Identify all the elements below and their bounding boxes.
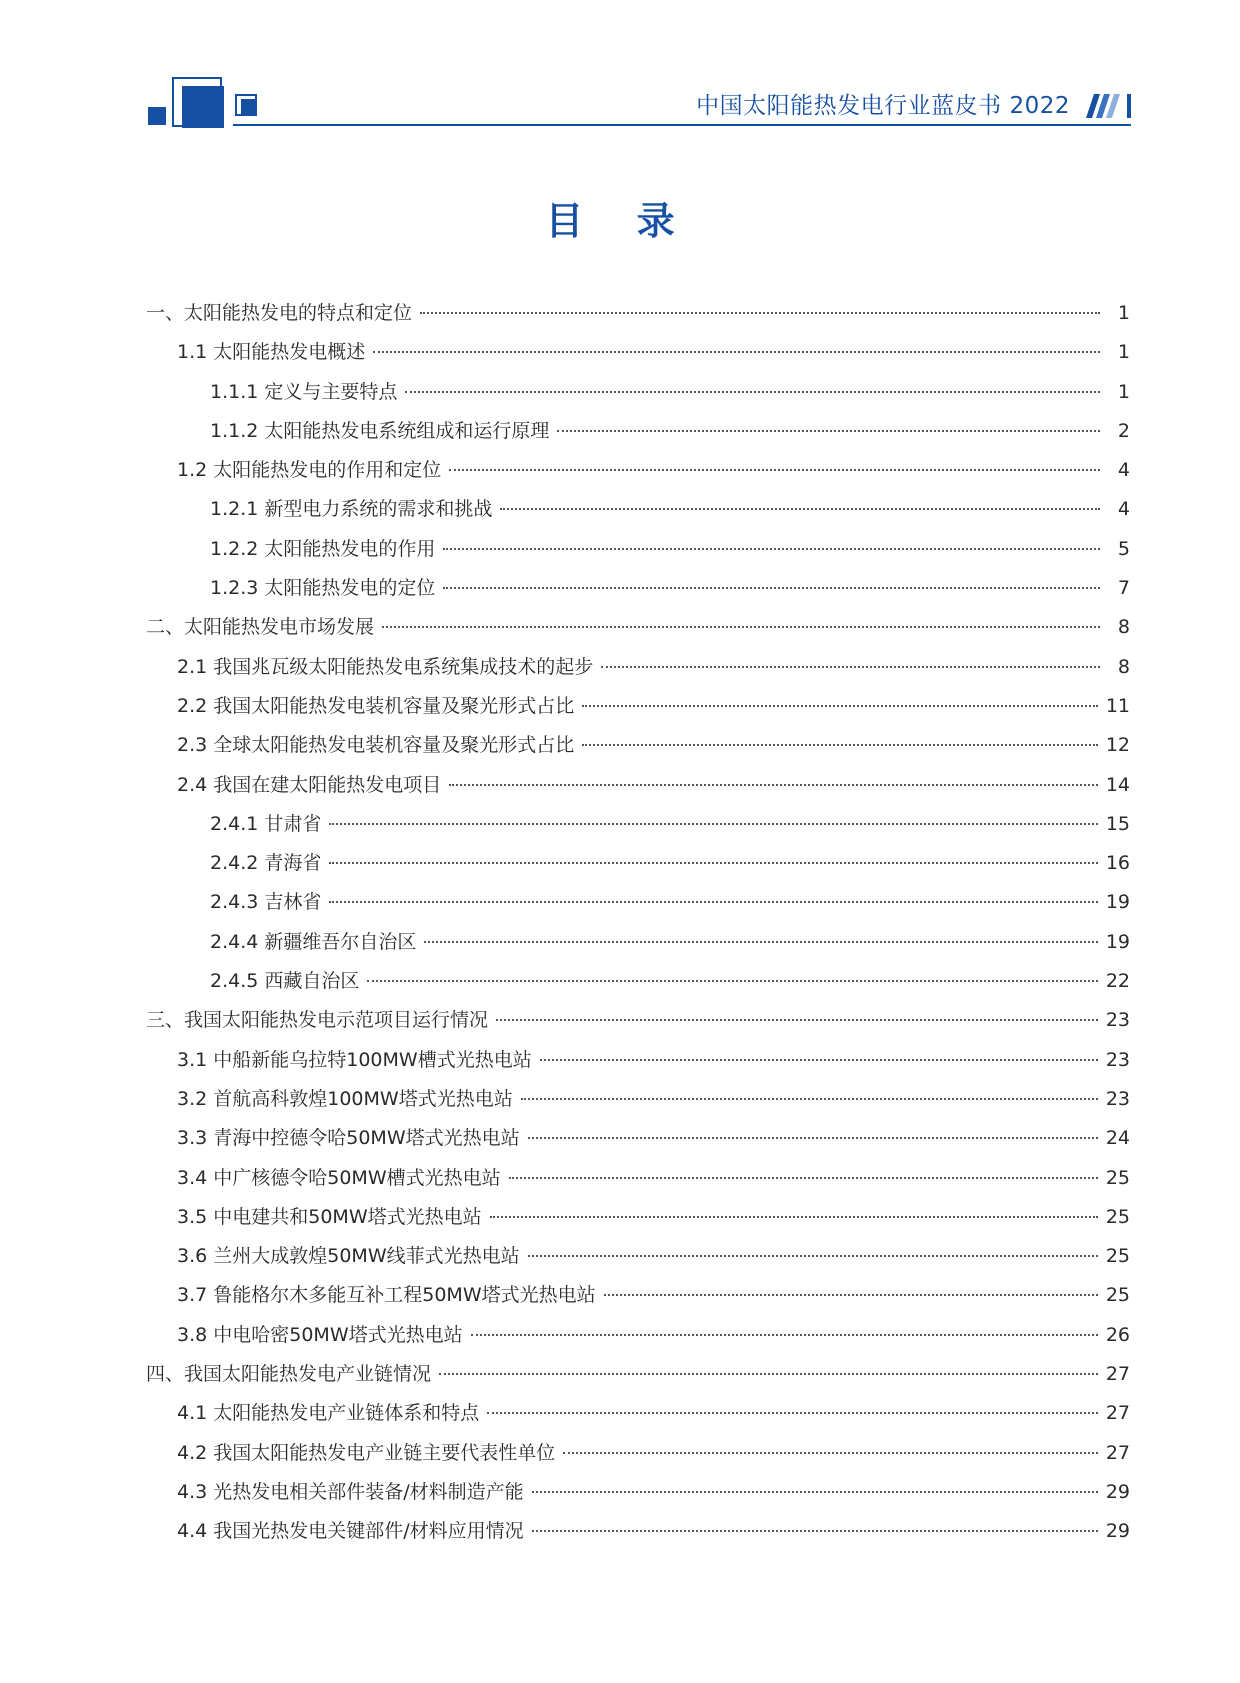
toc-dot-leader bbox=[443, 587, 1100, 589]
toc-dot-leader bbox=[405, 391, 1100, 393]
toc-dot-leader bbox=[582, 705, 1098, 707]
toc-entry-title: 3.6 兰州大成敦煌50MW线菲式光热电站 bbox=[177, 1245, 520, 1268]
toc-entry[interactable] bbox=[146, 966, 1130, 1005]
toc-entry[interactable] bbox=[146, 652, 1130, 691]
toc-entry-page: 19 bbox=[1105, 891, 1130, 914]
toc-dot-leader bbox=[443, 548, 1100, 550]
logo-square-large bbox=[182, 86, 224, 128]
toc-entry-page: 15 bbox=[1105, 812, 1130, 835]
toc-dot-leader bbox=[509, 1177, 1098, 1179]
toc-entry[interactable] bbox=[146, 612, 1130, 651]
toc-entry-page: 19 bbox=[1105, 930, 1130, 953]
toc-entry[interactable] bbox=[146, 1123, 1130, 1162]
toc-entry-title: 2.1 我国兆瓦级太阳能热发电系统集成技术的起步 bbox=[177, 655, 594, 678]
toc-entry-title: 三、我国太阳能热发电示范项目运行情况 bbox=[146, 1009, 489, 1032]
toc-dot-leader bbox=[487, 1412, 1098, 1414]
toc-entry-page: 1 bbox=[1117, 380, 1130, 403]
toc-entry-title: 二、太阳能热发电市场发展 bbox=[146, 616, 375, 639]
toc-entry-title: 3.1 中船新能乌拉特100MW槽式光热电站 bbox=[177, 1048, 532, 1071]
toc-entry[interactable] bbox=[146, 770, 1130, 809]
toc-dot-leader bbox=[500, 508, 1100, 510]
toc-dot-leader bbox=[329, 823, 1097, 825]
header-title: 中国太阳能热发电行业蓝皮书 2022 bbox=[696, 93, 1070, 119]
header-rule bbox=[233, 124, 1131, 126]
toc-entry-page: 25 bbox=[1105, 1205, 1130, 1228]
page-title: 目 录 bbox=[545, 199, 695, 243]
toc-dot-leader bbox=[532, 1530, 1098, 1532]
toc-entry[interactable] bbox=[146, 730, 1130, 769]
toc-entry-title: 四、我国太阳能热发电产业链情况 bbox=[146, 1363, 432, 1386]
toc-dot-leader bbox=[490, 1216, 1098, 1218]
toc-entry-page: 27 bbox=[1105, 1402, 1130, 1425]
toc-entry-page: 25 bbox=[1105, 1245, 1130, 1268]
toc-entry-title: 3.3 青海中控德令哈50MW塔式光热电站 bbox=[177, 1127, 520, 1150]
toc-entry[interactable] bbox=[146, 848, 1130, 887]
toc-entry[interactable] bbox=[146, 337, 1130, 376]
toc-dot-leader bbox=[424, 941, 1097, 943]
toc-dot-leader bbox=[329, 901, 1097, 903]
toc-entry-page: 8 bbox=[1117, 616, 1130, 639]
toc-entry[interactable] bbox=[146, 377, 1130, 416]
toc-dot-leader bbox=[439, 1373, 1098, 1375]
toc-entry-title: 4.4 我国光热发电关键部件/材料应用情况 bbox=[177, 1520, 524, 1543]
toc-entry[interactable] bbox=[146, 1359, 1130, 1398]
toc-entry[interactable] bbox=[146, 573, 1130, 612]
toc-entry[interactable] bbox=[146, 927, 1130, 966]
toc-entry[interactable] bbox=[146, 1477, 1130, 1516]
toc-entry-page: 4 bbox=[1117, 459, 1130, 482]
toc-dot-leader bbox=[449, 784, 1098, 786]
toc-entry-page: 16 bbox=[1105, 852, 1130, 875]
toc-dot-leader bbox=[601, 666, 1100, 668]
toc-entry[interactable] bbox=[146, 494, 1130, 533]
toc-entry-page: 29 bbox=[1105, 1520, 1130, 1543]
toc-entry-title: 1.1.2 太阳能热发电系统组成和运行原理 bbox=[210, 419, 550, 442]
toc-entry[interactable] bbox=[146, 1320, 1130, 1359]
toc-entry[interactable] bbox=[146, 298, 1130, 337]
toc-dot-leader bbox=[563, 1452, 1098, 1454]
toc-dot-leader bbox=[373, 351, 1100, 353]
toc-entry-page: 27 bbox=[1105, 1441, 1130, 1464]
toc-entry[interactable] bbox=[146, 809, 1130, 848]
toc-entry-title: 3.5 中电建共和50MW塔式光热电站 bbox=[177, 1205, 482, 1228]
table-of-contents bbox=[146, 298, 1130, 1556]
toc-entry-page: 2 bbox=[1117, 419, 1130, 442]
toc-entry-title: 4.2 我国太阳能热发电产业链主要代表性单位 bbox=[177, 1441, 556, 1464]
logo-square-small bbox=[148, 107, 166, 125]
toc-entry-page: 23 bbox=[1105, 1087, 1130, 1110]
toc-dot-leader bbox=[532, 1491, 1098, 1493]
toc-dot-leader bbox=[528, 1137, 1098, 1139]
toc-dot-leader bbox=[420, 312, 1100, 314]
toc-entry-title: 2.4.4 新疆维吾尔自治区 bbox=[210, 930, 417, 953]
toc-dot-leader bbox=[449, 469, 1100, 471]
toc-dot-leader bbox=[329, 862, 1097, 864]
toc-entry[interactable] bbox=[146, 455, 1130, 494]
toc-entry-title: 3.2 首航高科敦煌100MW塔式光热电站 bbox=[177, 1087, 513, 1110]
logo-square-mid bbox=[241, 99, 257, 115]
toc-entry[interactable] bbox=[146, 1005, 1130, 1044]
toc-entry-page: 11 bbox=[1105, 694, 1130, 717]
toc-entry-title: 1.2.3 太阳能热发电的定位 bbox=[210, 577, 436, 600]
toc-entry-page: 7 bbox=[1117, 577, 1130, 600]
toc-entry[interactable] bbox=[146, 1438, 1130, 1477]
toc-dot-leader bbox=[528, 1255, 1098, 1257]
toc-entry-title: 1.1.1 定义与主要特点 bbox=[210, 380, 398, 403]
toc-entry-title: 2.2 我国太阳能热发电装机容量及聚光形式占比 bbox=[177, 694, 575, 717]
toc-entry[interactable] bbox=[146, 1241, 1130, 1280]
toc-entry-title: 2.4 我国在建太阳能热发电项目 bbox=[177, 773, 442, 796]
toc-entry-title: 一、太阳能热发电的特点和定位 bbox=[146, 302, 413, 324]
toc-entry-title: 3.7 鲁能格尔木多能互补工程50MW塔式光热电站 bbox=[177, 1284, 596, 1307]
toc-entry-page: 5 bbox=[1117, 537, 1130, 560]
toc-entry[interactable] bbox=[146, 1163, 1130, 1202]
toc-entry-page: 23 bbox=[1105, 1009, 1130, 1032]
toc-entry[interactable] bbox=[146, 1202, 1130, 1241]
toc-entry-page: 1 bbox=[1117, 341, 1130, 364]
toc-dot-leader bbox=[496, 1019, 1098, 1021]
toc-entry-title: 2.4.5 西藏自治区 bbox=[210, 970, 360, 993]
toc-entry-page: 24 bbox=[1105, 1127, 1130, 1150]
toc-entry[interactable] bbox=[146, 1280, 1130, 1319]
toc-entry-page: 22 bbox=[1105, 970, 1130, 993]
toc-entry[interactable] bbox=[146, 691, 1130, 730]
toc-dot-leader bbox=[382, 626, 1100, 628]
toc-entry-page: 26 bbox=[1105, 1323, 1130, 1346]
toc-dot-leader bbox=[367, 980, 1097, 982]
toc-entry-title: 1.2.2 太阳能热发电的作用 bbox=[210, 537, 436, 560]
toc-dot-leader bbox=[471, 1334, 1098, 1336]
toc-entry-page: 1 bbox=[1117, 302, 1130, 324]
toc-entry-title: 1.1 太阳能热发电概述 bbox=[177, 341, 366, 364]
toc-entry[interactable] bbox=[146, 1516, 1130, 1555]
toc-entry-page: 25 bbox=[1105, 1166, 1130, 1189]
header-slashes-icon bbox=[1086, 92, 1132, 120]
toc-entry-title: 1.2.1 新型电力系统的需求和挑战 bbox=[210, 498, 493, 521]
toc-entry[interactable] bbox=[146, 1045, 1130, 1084]
toc-dot-leader bbox=[557, 430, 1100, 432]
toc-entry[interactable] bbox=[146, 534, 1130, 573]
toc-entry-title: 4.1 太阳能热发电产业链体系和特点 bbox=[177, 1402, 480, 1425]
toc-entry-title: 2.4.1 甘肃省 bbox=[210, 812, 322, 835]
toc-dot-leader bbox=[540, 1059, 1098, 1061]
toc-dot-leader bbox=[582, 744, 1098, 746]
toc-entry[interactable] bbox=[146, 1084, 1130, 1123]
toc-dot-leader bbox=[521, 1098, 1098, 1100]
toc-entry-page: 8 bbox=[1117, 655, 1130, 678]
toc-entry[interactable] bbox=[146, 416, 1130, 455]
toc-entry-title: 1.2 太阳能热发电的作用和定位 bbox=[177, 459, 442, 482]
toc-entry-page: 4 bbox=[1117, 498, 1130, 521]
toc-entry[interactable] bbox=[146, 887, 1130, 926]
toc-entry[interactable] bbox=[146, 1398, 1130, 1437]
toc-entry-title: 4.3 光热发电相关部件装备/材料制造产能 bbox=[177, 1480, 524, 1503]
toc-entry-page: 27 bbox=[1105, 1363, 1130, 1386]
toc-entry-page: 23 bbox=[1105, 1048, 1130, 1071]
toc-entry-title: 3.4 中广核德令哈50MW槽式光热电站 bbox=[177, 1166, 501, 1189]
toc-entry-page: 14 bbox=[1105, 773, 1130, 796]
toc-entry-page: 29 bbox=[1105, 1480, 1130, 1503]
toc-entry-title: 2.3 全球太阳能热发电装机容量及聚光形式占比 bbox=[177, 734, 575, 757]
toc-entry-title: 2.4.3 吉林省 bbox=[210, 891, 322, 914]
toc-entry-page: 25 bbox=[1105, 1284, 1130, 1307]
toc-dot-leader bbox=[604, 1294, 1098, 1296]
toc-entry-title: 2.4.2 青海省 bbox=[210, 852, 322, 875]
toc-entry-title: 3.8 中电哈密50MW塔式光热电站 bbox=[177, 1323, 463, 1346]
toc-entry-page: 12 bbox=[1105, 734, 1130, 757]
